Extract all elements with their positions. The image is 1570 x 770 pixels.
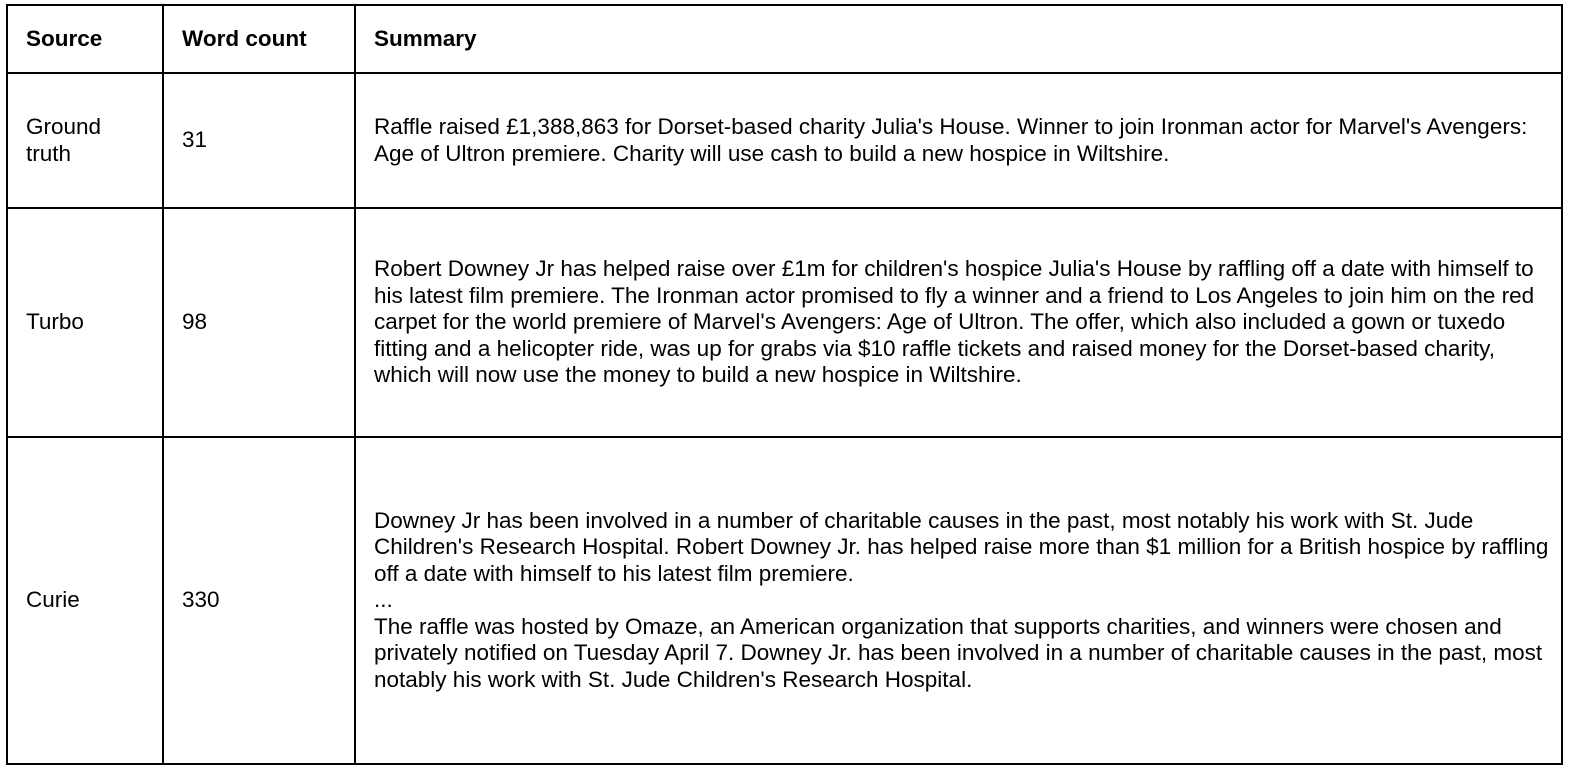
source-cell [7, 73, 163, 208]
summary-ellipsis: ... [374, 587, 393, 612]
header-word-count: Word count [163, 5, 355, 73]
word-count-cell: 31 [163, 73, 355, 208]
word-count-cell: 98 [163, 208, 355, 436]
word-count-cell: 330 [163, 437, 355, 764]
summary-cell [355, 73, 1562, 208]
table-row [7, 208, 1562, 436]
header-source: Source [7, 5, 163, 73]
summary-text: Robert Downey Jr has helped raise over £1m for children's hospice Julia's House by raffling off a date with himself to his latest film premiere. The Ironman actor promised to fly a winner and a friend to Los Angeles to join him on the red carpet for the world premiere of Marvel's Avengers: Age of Ultron. The offer, which also included a gown or tuxedo fitting and a helicopter ride, was up for grabs via $10 raffle tickets and raised money for the Dorset-based charity, which will now use the money to build a new hospice in Wiltshire. [374, 256, 1535, 388]
summary-cell [355, 208, 1562, 436]
source-label: Ground truth [26, 114, 102, 166]
table-row [7, 73, 1562, 208]
summary-text: The raffle was hosted by Omaze, an American organization that supports charities, and winners were chosen and privately notified on Tuesday April 7. Downey Jr. has been involved in a number of charitable causes in the past, most notably his work with St. Jude Children's Research Hospital. [374, 613, 1543, 692]
summary-comparison-table [6, 4, 1563, 765]
table-header-row [7, 5, 1562, 73]
summary-text: Downey Jr has been involved in a number of charitable causes in the past, most notably his work with St. Jude Children's Research Hospital. Robert Downey Jr. has helped raise more than $1 million for a British hospice by raffling off a date with himself to his latest film premiere. [374, 507, 1549, 586]
source-cell: Curie [7, 437, 163, 764]
source-cell: Turbo [7, 208, 163, 436]
table-row [7, 437, 1562, 764]
summary-cell [355, 437, 1562, 764]
summary-text: Raffle raised £1,388,863 for Dorset-based charity Julia's House. Winner to join Ironman actor for Marvel's Avengers: Age of Ultron premiere. Charity will use cash to build a new hospice in Wiltshire. [374, 114, 1528, 166]
header-summary: Summary [355, 5, 1562, 73]
